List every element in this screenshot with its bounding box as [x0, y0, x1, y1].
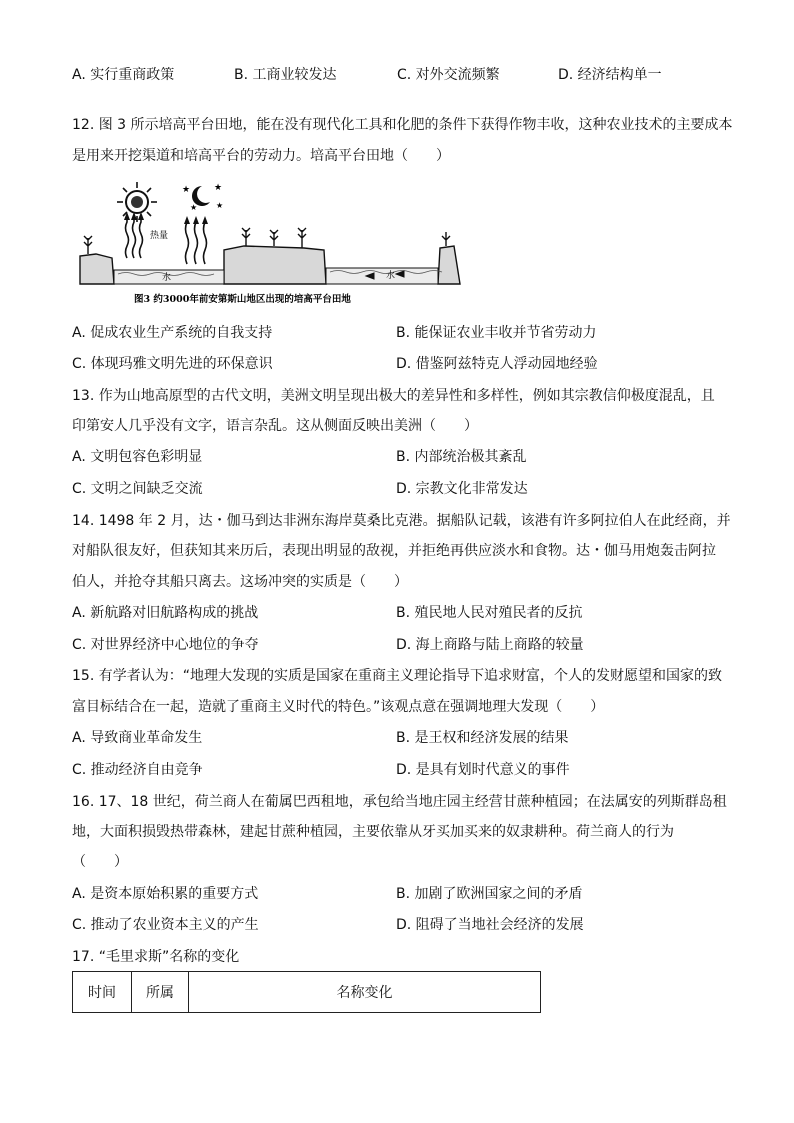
svg-text:★: ★ — [214, 183, 223, 193]
q12-option-b[interactable]: B. 能保证农业丰收并节省劳动力 — [396, 325, 597, 341]
q13-option-c[interactable]: C. 文明之间缺乏交流 — [72, 481, 203, 497]
q12-option-a[interactable]: A. 促成农业生产系统的自我支持 — [72, 325, 273, 341]
q17-table — [72, 971, 541, 1013]
heat-label: 热量 — [150, 231, 169, 241]
raised-field-illustration — [74, 180, 464, 306]
q16-option-d[interactable]: D. 阻碍了当地社会经济的发展 — [396, 917, 584, 933]
q15-stem-line2: 富目标结合在一起，造就了重商主义时代的特色。”该观点意在强调地理大发现（ ） — [72, 699, 605, 715]
option-d[interactable]: D. 经济结构单一 — [558, 67, 662, 83]
q15-option-c[interactable]: C. 推动经济自由竞争 — [72, 762, 203, 778]
q15-option-b[interactable]: B. 是王权和经济发展的结果 — [396, 730, 569, 746]
heat-arrows-up — [126, 218, 143, 258]
figure-caption: 图3 约3000年前安第斯山地区出现的培高平台田地 — [134, 294, 351, 305]
q16-stem-line2: 地，大面积损毁热带森林，建起甘蔗种植园，主要依靠从牙买加买来的奴隶耕种。荷兰商人的行为 — [72, 824, 674, 840]
q16-stem-line3: （ ） — [72, 854, 128, 870]
q14-stem-line1: 14. 1498 年 2 月，达・伽马到达非洲东海岸莫桑比克港。据船队记载，该港有许多阿拉伯人在此经商，并 — [72, 513, 731, 529]
svg-text:★: ★ — [190, 203, 198, 212]
q16-option-c[interactable]: C. 推动了农业资本主义的产生 — [72, 917, 259, 933]
q15-stem-line1: 15. 有学者认为：“地理大发现的实质是国家在重商主义理论指导下追求财富，个人的发财愿望和国家的致 — [72, 668, 722, 684]
table-header-time: 时间 — [73, 972, 132, 1013]
q14-stem-line3: 伯人，并抢夺其船只离去。这场冲突的实质是（ ） — [72, 574, 408, 590]
moon-icon — [182, 183, 223, 212]
q13-option-a[interactable]: A. 文明包容色彩明显 — [72, 449, 203, 465]
heat-arrows-night — [186, 222, 207, 264]
q15-option-a[interactable]: A. 导致商业革命发生 — [72, 730, 203, 746]
q12-figure — [74, 180, 464, 306]
option-c[interactable]: C. 对外交流频繁 — [397, 67, 500, 83]
q17-title: 17. “毛里求斯”名称的变化 — [72, 949, 240, 965]
q14-option-d[interactable]: D. 海上商路与陆上商路的较量 — [396, 637, 584, 653]
q13-option-b[interactable]: B. 内部统治极其紊乱 — [396, 449, 527, 465]
option-b[interactable]: B. 工商业较发达 — [234, 67, 337, 83]
q12-stem-line2: 是用来开挖渠道和培高平台的劳动力。培高平台田地（ ） — [72, 148, 450, 164]
q13-stem-line1: 13. 作为山地高原型的古代文明，美洲文明呈现出极大的差异性和多样性，例如其宗教信仰极度混乱，且 — [72, 388, 715, 404]
q13-option-d[interactable]: D. 宗教文化非常发达 — [396, 481, 528, 497]
water-label-1: 水 — [162, 273, 172, 283]
svg-text:★: ★ — [182, 185, 191, 195]
q14-option-b[interactable]: B. 殖民地人民对殖民者的反抗 — [396, 605, 583, 621]
table-header-owner: 所属 — [132, 972, 189, 1013]
option-a[interactable]: A. 实行重商政策 — [72, 67, 175, 83]
q14-option-c[interactable]: C. 对世界经济中心地位的争夺 — [72, 637, 259, 653]
q12-option-d[interactable]: D. 借鉴阿兹特克人浮动园地经验 — [396, 356, 598, 372]
table-header-name-change: 名称变化 — [189, 972, 541, 1013]
sun-icon — [117, 182, 157, 222]
q12-option-c[interactable]: C. 体现玛雅文明先进的环保意识 — [72, 356, 273, 372]
q14-stem-line2: 对船队很友好，但获知其来历后，表现出明显的敌视，并拒绝再供应淡水和食物。达・伽马用炮轰击阿拉 — [72, 543, 716, 559]
q16-option-a[interactable]: A. 是资本原始积累的重要方式 — [72, 886, 259, 902]
q12-stem-line1: 12. 图 3 所示培高平台田地，能在没有现代化工具和化肥的条件下获得作物丰收，这种农业技术的主要成本 — [72, 117, 733, 133]
q15-option-d[interactable]: D. 是具有划时代意义的事件 — [396, 762, 570, 778]
svg-text:★: ★ — [216, 201, 224, 210]
q14-option-a[interactable]: A. 新航路对旧航路构成的挑战 — [72, 605, 259, 621]
q16-stem-line1: 16. 17、18 世纪，荷兰商人在葡属巴西租地，承包给当地庄园主经营甘蔗种植园；在法属安的列斯群岛租 — [72, 794, 727, 810]
q16-option-b[interactable]: B. 加剧了欧洲国家之间的矛盾 — [396, 886, 583, 902]
table-header-row — [73, 972, 541, 1013]
q13-stem-line2: 印第安人几乎没有文字，语言杂乱。这从侧面反映出美洲（ ） — [72, 418, 478, 434]
water-label-2: 水 — [386, 271, 396, 281]
